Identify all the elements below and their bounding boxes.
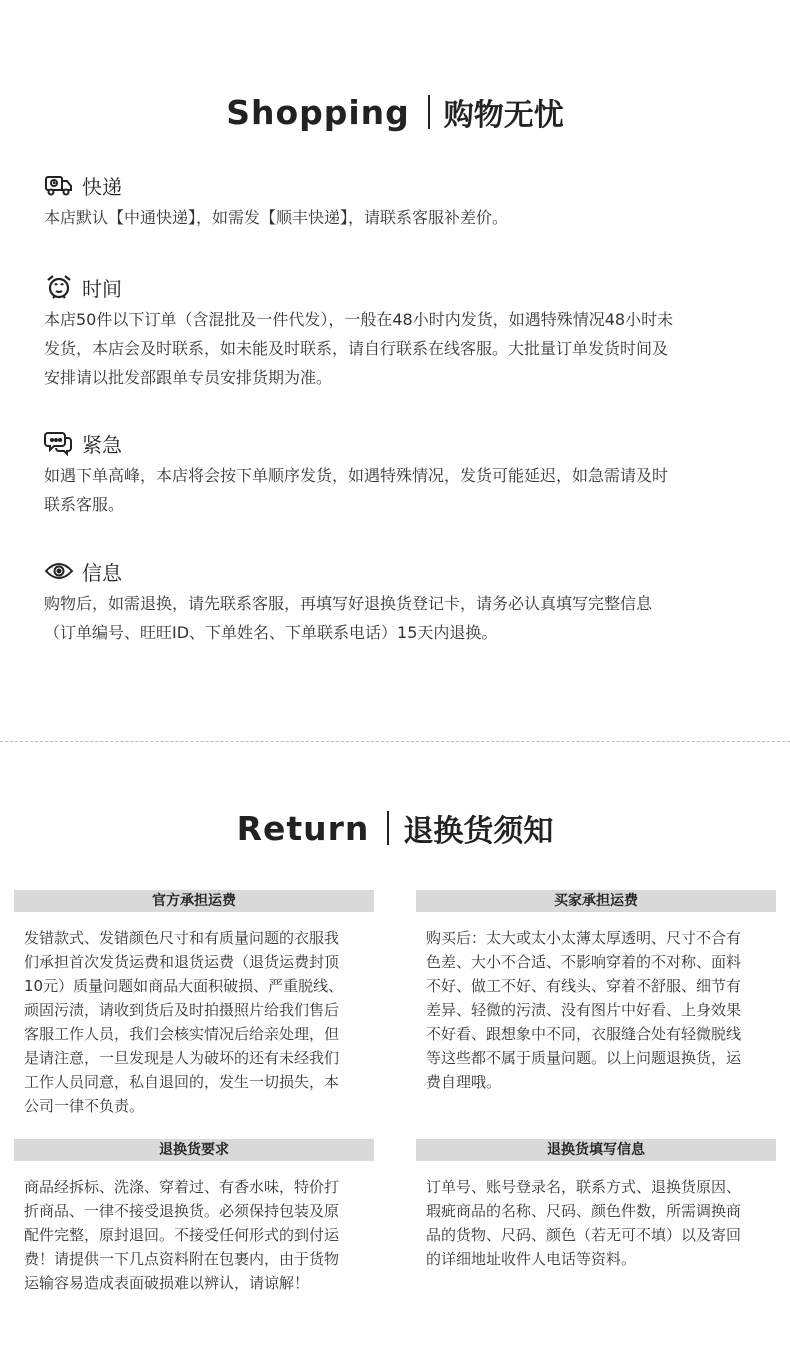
section-text (44, 305, 764, 392)
alarm-clock-icon (44, 273, 74, 301)
text-line: 安排请以批发部跟单专员安排货期为准。 (44, 368, 333, 387)
shopping-title-en: Shopping (226, 92, 410, 132)
text-line: 的详细地址收件人电话等资料。 (426, 1250, 637, 1268)
dashed-divider (0, 741, 790, 742)
section-text (44, 461, 764, 519)
box-return-requirements (14, 1139, 374, 1295)
box-text (14, 926, 374, 1118)
text-line: （订单编号、旺旺ID、下单姓名、下单联系电话）15天内退换。 (44, 623, 498, 642)
section-label: 时间 (82, 276, 122, 301)
section-info (44, 557, 764, 647)
text-line: 费！请提供一下几点资料附在包裹内，由于货物 (24, 1250, 340, 1268)
text-line: 公司一律不负责。 (24, 1097, 145, 1115)
text-line: 等这些都不属于质量问题。以上问题退换货，运 (426, 1049, 742, 1067)
text-line: 本店默认【中通快递】，如需发【顺丰快递】，请联系客服补差价。 (44, 208, 509, 227)
section-label: 快递 (82, 174, 122, 199)
return-title-cn: 退换货须知 (403, 814, 554, 849)
text-line: 折商品、一律不接受退换货。必须保持包装及原 (24, 1202, 340, 1220)
section-label: 紧急 (82, 432, 122, 457)
box-header: 退换货要求 (14, 1139, 374, 1161)
text-line: 订单号、账号登录名，联系方式、退换货原因、 (426, 1178, 742, 1196)
text-line: 商品经拆标、洗涤、穿着过、有香水味，特价打 (24, 1178, 340, 1196)
text-line: 购物后，如需退换，请先联系客服，再填写好退换货登记卡，请务必认真填写完整信息 (44, 594, 653, 613)
box-return-form-info (416, 1139, 776, 1271)
text-line: 不好看、跟想象中不同，衣服缝合处有轻微脱线 (426, 1025, 742, 1043)
text-line: 本店50件以下订单（含混批及一件代发），一般在48小时内发货，如遇特殊情况48小时未 (44, 310, 674, 329)
text-line: 购买后：太大或太小太薄太厚透明、尺寸不合有 (426, 929, 742, 947)
text-line: 顽固污渍，请收到货后及时拍摄照片给我们售后 (24, 1001, 340, 1019)
text-line: 差异、轻微的污渍、没有图片中好看、上身效果 (426, 1001, 742, 1019)
text-line: 工作人员同意，私自退回的，发生一切损失，本 (24, 1073, 340, 1091)
shopping-title-cn: 购物无忧 (443, 98, 564, 133)
text-line: 发货，本店会及时联系，如未能及时联系，请自行联系在线客服。大批量订单发货时间及 (44, 339, 669, 358)
text-line: 配件完整，原封退回。不接受任何形式的到付运 (24, 1226, 340, 1244)
text-line: 联系客服。 (44, 495, 125, 514)
title-divider (387, 811, 389, 845)
box-text (416, 1175, 776, 1271)
text-line: 10元）质量问题如商品大面积破损、严重脱线、 (24, 977, 344, 995)
delivery-truck-icon (44, 171, 74, 199)
text-line: 发错款式、发错颜色尺寸和有质量问题的衣服我 (24, 929, 340, 947)
text-line: 不好、做工不好、有线头、穿着不舒服、细节有 (426, 977, 742, 995)
box-seller-shipping (14, 890, 374, 1118)
section-label: 信息 (82, 560, 122, 585)
box-text (416, 926, 776, 1094)
text-line: 品的货物、尺码、颜色（若无可不填）以及寄回 (426, 1226, 742, 1244)
box-header: 退换货填写信息 (416, 1139, 776, 1161)
box-header: 买家承担运费 (416, 890, 776, 912)
title-divider (428, 95, 430, 129)
section-text (44, 203, 764, 232)
return-title (0, 806, 790, 850)
text-line: 色差、大小不合适、不影响穿着的不对称、面料 (426, 953, 742, 971)
box-buyer-shipping (416, 890, 776, 1094)
box-text (14, 1175, 374, 1295)
text-line: 运输容易造成表面破损难以辨认，请谅解！ (24, 1274, 310, 1292)
chat-bubble-icon (44, 429, 74, 457)
section-time (44, 273, 764, 392)
section-urgent (44, 429, 764, 519)
text-line: 费自理哦。 (426, 1073, 502, 1091)
shopping-title (0, 90, 790, 134)
text-line: 如遇下单高峰，本店将会按下单顺序发货，如遇特殊情况，发货可能延迟，如急需请及时 (44, 466, 669, 485)
text-line: 瑕疵商品的名称、尺码、颜色件数，所需调换商 (426, 1202, 742, 1220)
box-header: 官方承担运费 (14, 890, 374, 912)
section-express (44, 171, 764, 232)
text-line: 们承担首次发货运费和退货运费（退货运费封顶 (24, 953, 340, 971)
return-title-en: Return (236, 808, 370, 848)
eye-icon (44, 557, 74, 585)
text-line: 客服工作人员，我们会核实情况后给亲处理，但 (24, 1025, 340, 1043)
text-line: 是请注意，一旦发现是人为破坏的还有未经我们 (24, 1049, 340, 1067)
section-text (44, 589, 764, 647)
